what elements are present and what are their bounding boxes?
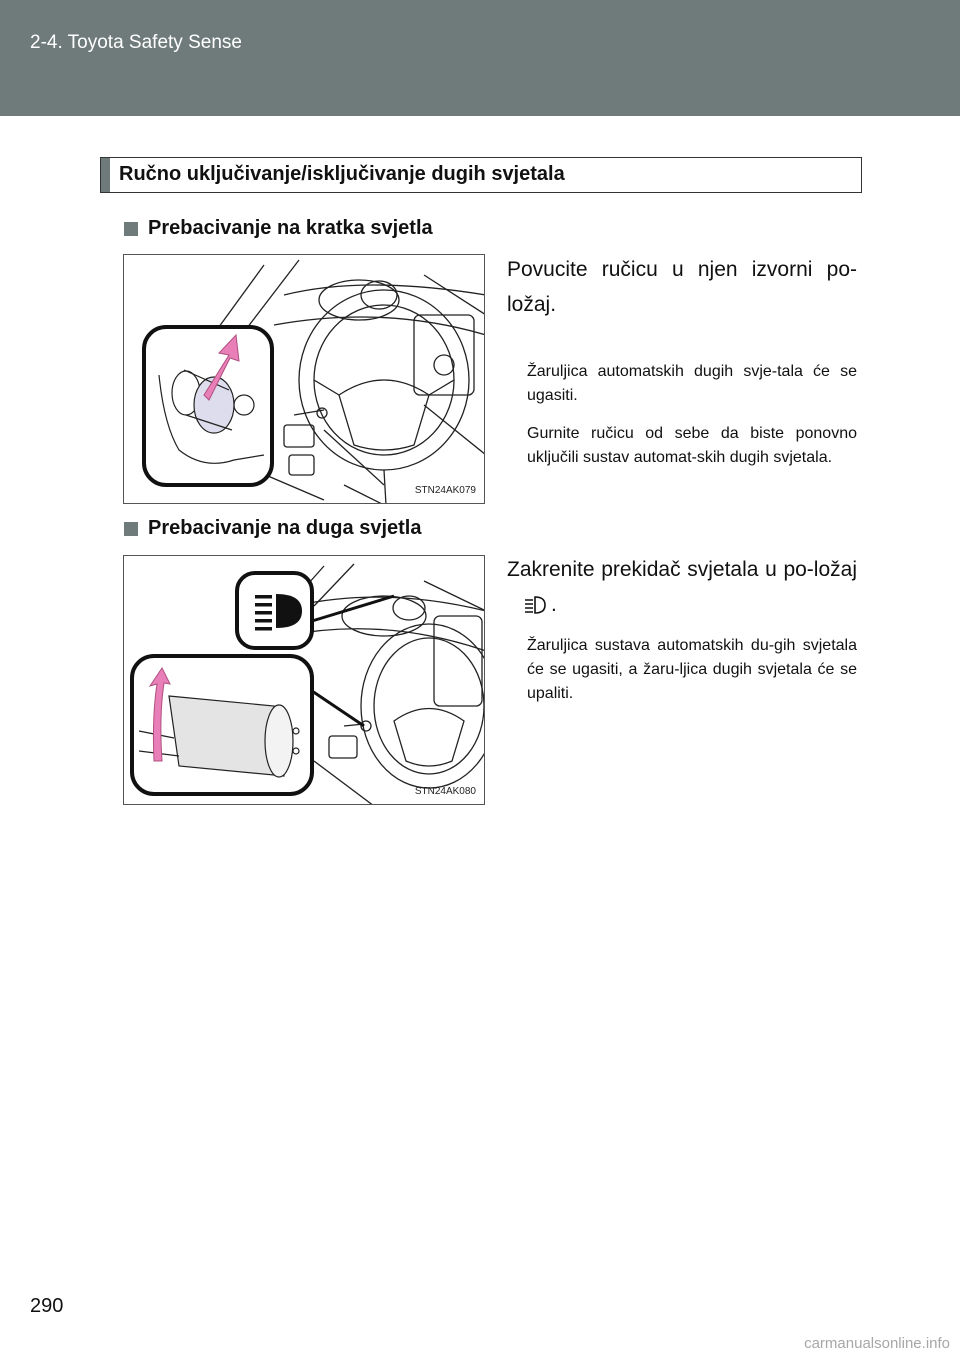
instruction-high-beam-text: Zakrenite prekidač svjetala u po-ložaj bbox=[507, 558, 857, 581]
section-title-accent bbox=[101, 158, 110, 192]
instruction-low-beam: Povucite ručicu u njen izvorni po-ložaj. bbox=[507, 258, 857, 316]
instruction-high-beam-suffix: . bbox=[551, 593, 557, 616]
headlight-icon bbox=[523, 595, 547, 615]
note-high-beam: Žaruljica sustava automatskih du-gih svjetala će se ugasiti, a žaru-ljica dugih svjetala će se upaliti. bbox=[527, 637, 857, 702]
subheading-low-beam bbox=[124, 217, 433, 240]
figure-high-beam bbox=[123, 555, 485, 805]
figure-low-beam bbox=[123, 254, 485, 504]
section-title: Ručno uključivanje/isključivanje dugih svjetala bbox=[119, 163, 565, 185]
page-number: 290 bbox=[30, 1295, 64, 1317]
square-bullet-icon bbox=[124, 222, 138, 236]
subheading-high-beam bbox=[124, 517, 421, 540]
subheading-high-beam-text: Prebacivanje na duga svjetla bbox=[148, 517, 422, 539]
figure-code-high-beam: STN24AK080 bbox=[414, 786, 476, 797]
square-bullet-icon bbox=[124, 522, 138, 536]
dashboard-lever-illustration bbox=[124, 255, 485, 504]
figure-code-low-beam: STN24AK079 bbox=[414, 485, 476, 496]
section-title-box bbox=[100, 157, 862, 193]
header-band bbox=[0, 0, 960, 116]
subheading-low-beam-text: Prebacivanje na kratka svjetla bbox=[148, 217, 433, 239]
note-low-beam-2: Gurnite ručicu od sebe da biste ponovno uključili sustav automat-skih dugih svjetala. bbox=[527, 425, 857, 466]
watermark: carmanualsonline.info bbox=[804, 1335, 950, 1352]
headlight-switch-illustration bbox=[124, 556, 485, 805]
note-low-beam-1: Žaruljica automatskih dugih svje-tala će se ugasiti. bbox=[527, 363, 857, 404]
instruction-high-beam bbox=[507, 552, 857, 622]
section-breadcrumb: 2-4. Toyota Safety Sense bbox=[30, 32, 242, 53]
